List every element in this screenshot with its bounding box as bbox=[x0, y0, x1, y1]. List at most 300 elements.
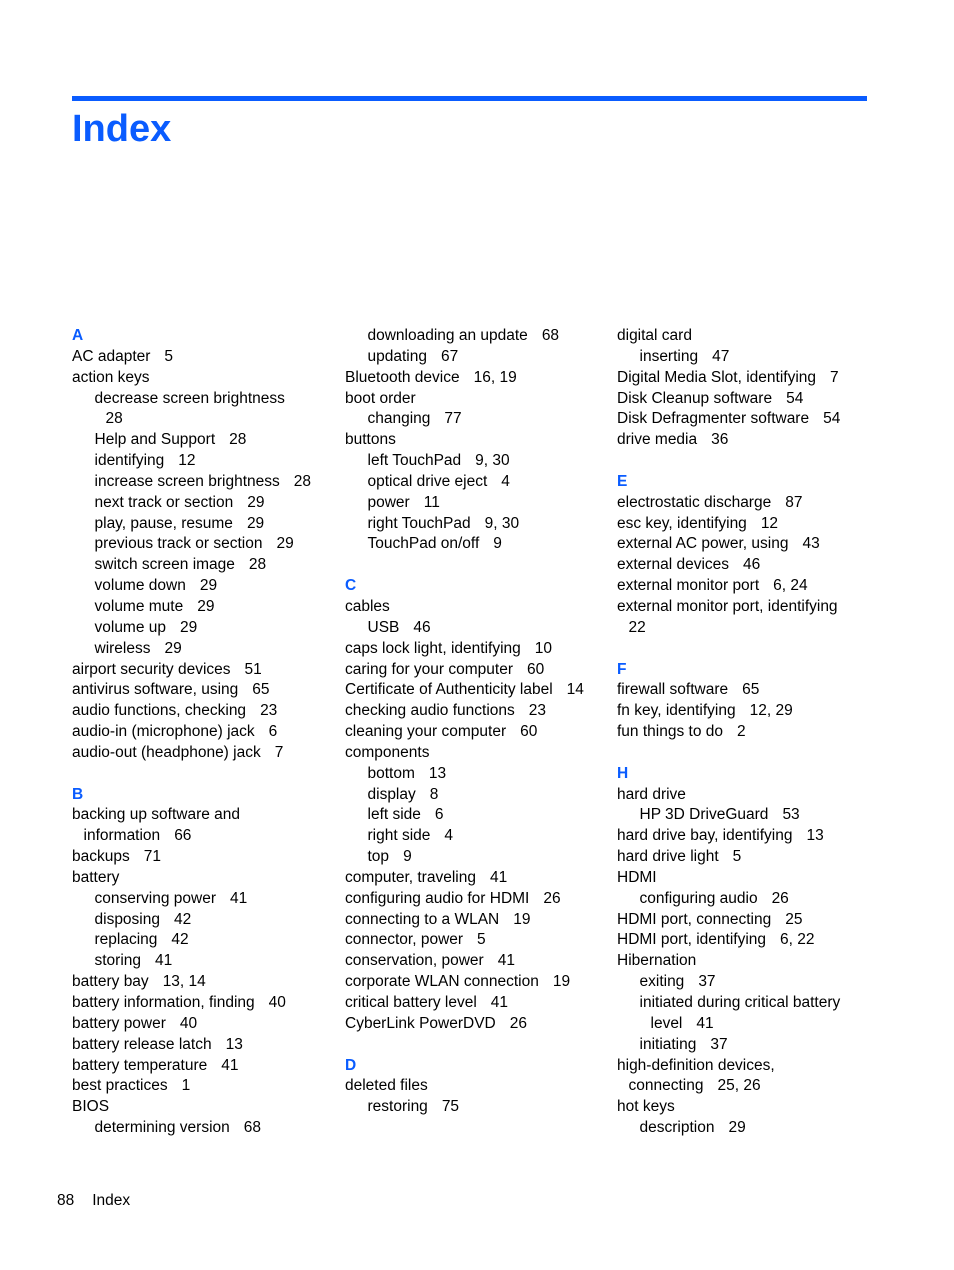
index-page-ref: 8 bbox=[429, 785, 439, 803]
index-page-ref: 26 bbox=[509, 1014, 527, 1032]
index-subentry bbox=[617, 347, 877, 368]
index-entry bbox=[617, 826, 877, 847]
index-entry bbox=[345, 639, 605, 660]
index-entry bbox=[617, 534, 877, 555]
index-term: hot keys bbox=[617, 1098, 675, 1116]
index-term: determining version bbox=[94, 1119, 230, 1137]
index-term: left side bbox=[367, 806, 421, 824]
index-entry bbox=[345, 701, 605, 722]
index-term: audio functions, checking bbox=[72, 702, 247, 720]
section-gap bbox=[617, 451, 877, 472]
index-page-ref: 75 bbox=[441, 1098, 460, 1116]
index-page-ref: 42 bbox=[171, 931, 189, 949]
index-term: connecting bbox=[628, 1077, 704, 1095]
index-letter-heading: F bbox=[617, 660, 627, 678]
section-gap bbox=[345, 555, 605, 576]
index-term: corporate WLAN connection bbox=[345, 973, 539, 991]
index-page-ref: 29 bbox=[246, 514, 265, 532]
index-page-ref: 19 bbox=[513, 910, 531, 928]
index-subentry bbox=[72, 472, 332, 493]
index-term: action keys bbox=[72, 368, 150, 386]
index-page-ref: 29 bbox=[197, 597, 215, 615]
index-term: level bbox=[650, 1014, 683, 1032]
index-term: hard drive light bbox=[617, 848, 719, 866]
index-subentry bbox=[72, 389, 332, 410]
index-subentry bbox=[345, 618, 605, 639]
index-subentry bbox=[72, 534, 332, 555]
index-entry bbox=[617, 430, 877, 451]
index-letter-heading: D bbox=[345, 1056, 357, 1074]
index-term: configuring audio bbox=[639, 889, 758, 907]
index-entry bbox=[617, 1076, 877, 1097]
index-page-ref: 16, 19 bbox=[473, 368, 517, 386]
index-page-ref: 22 bbox=[628, 618, 646, 636]
index-term: TouchPad on/off bbox=[367, 535, 480, 553]
index-entry bbox=[72, 743, 332, 764]
index-term: fn key, identifying bbox=[617, 702, 736, 720]
index-page-ref: 13 bbox=[225, 1035, 243, 1053]
index-entry bbox=[72, 847, 332, 868]
index-term: replacing bbox=[94, 931, 158, 949]
index-entry bbox=[345, 993, 605, 1014]
index-page-ref: 47 bbox=[712, 347, 730, 365]
index-page-ref: 12 bbox=[178, 452, 196, 470]
index-page-ref: 37 bbox=[698, 973, 716, 991]
index-subentry bbox=[72, 493, 332, 514]
index-page-ref: 68 bbox=[243, 1119, 262, 1137]
index-term: increase screen brightness bbox=[94, 472, 280, 490]
index-subentry bbox=[345, 493, 605, 514]
index-term: caps lock light, identifying bbox=[345, 639, 521, 657]
index-term: deleted files bbox=[345, 1077, 428, 1095]
index-entry bbox=[345, 930, 605, 951]
index-entry bbox=[72, 972, 332, 993]
index-entry bbox=[617, 847, 877, 868]
index-page-ref: 13 bbox=[806, 827, 824, 845]
index-term: hard drive bbox=[617, 785, 686, 803]
index-page-ref: 65 bbox=[252, 681, 270, 699]
index-entry bbox=[617, 1056, 877, 1077]
index-term: battery information, finding bbox=[72, 994, 255, 1011]
index-page-ref: 6, 22 bbox=[780, 931, 815, 949]
index-term: battery power bbox=[72, 1014, 166, 1032]
index-page-ref: 5 bbox=[164, 347, 174, 365]
index-term: USB bbox=[367, 618, 400, 636]
index-term: cables bbox=[345, 597, 390, 615]
index-term: conserving power bbox=[94, 889, 216, 907]
index-subentry bbox=[345, 534, 605, 555]
index-term: battery bbox=[72, 868, 120, 886]
index-subentry bbox=[345, 409, 605, 430]
index-page-ref: 36 bbox=[711, 431, 729, 449]
index-page-ref: 12 bbox=[760, 514, 779, 532]
index-entry bbox=[72, 368, 332, 389]
index-page-ref: 23 bbox=[528, 702, 547, 720]
index-term: digital card bbox=[617, 327, 692, 344]
index-page-ref: 29 bbox=[199, 577, 218, 595]
index-entry bbox=[617, 597, 877, 618]
index-entry bbox=[72, 805, 332, 826]
index-subentry bbox=[345, 451, 605, 472]
index-column-1 bbox=[72, 326, 332, 1139]
index-entry bbox=[617, 326, 877, 347]
index-subentry bbox=[72, 514, 332, 535]
index-entry bbox=[617, 409, 877, 430]
index-entry bbox=[72, 1014, 332, 1035]
index-column-2 bbox=[345, 326, 605, 1118]
index-entry bbox=[617, 618, 877, 639]
index-page-ref: 9, 30 bbox=[484, 514, 520, 532]
section-gap bbox=[345, 1035, 605, 1056]
index-page-ref: 1 bbox=[181, 1077, 191, 1095]
index-entry bbox=[72, 660, 332, 681]
index-page-ref: 42 bbox=[174, 910, 192, 928]
index-term: backups bbox=[72, 848, 130, 866]
index-term: configuring audio for HDMI bbox=[345, 889, 530, 907]
index-term: fun things to do bbox=[617, 723, 723, 741]
index-term: backing up software and bbox=[72, 806, 241, 824]
index-term: power bbox=[367, 493, 410, 511]
index-term: play, pause, resume bbox=[94, 514, 233, 532]
index-subentry bbox=[345, 764, 605, 785]
index-subentry bbox=[617, 889, 877, 910]
section-gap bbox=[617, 639, 877, 660]
index-term: audio-in (microphone) jack bbox=[72, 723, 255, 741]
index-subentry bbox=[72, 1118, 332, 1139]
index-page-ref: 41 bbox=[155, 952, 173, 970]
index-term: display bbox=[367, 785, 416, 803]
index-page-ref: 13 bbox=[428, 764, 447, 782]
section-gap bbox=[72, 764, 332, 785]
index-term: previous track or section bbox=[94, 535, 263, 553]
index-subentry bbox=[617, 993, 877, 1014]
index-term: airport security devices bbox=[72, 660, 231, 678]
index-entry bbox=[345, 597, 605, 618]
section-gap bbox=[617, 743, 877, 764]
index-page-ref: 6 bbox=[268, 723, 278, 741]
footer-label: Index bbox=[92, 1192, 131, 1209]
index-entry bbox=[617, 785, 877, 806]
index-term: restoring bbox=[367, 1098, 428, 1116]
index-page-ref: 41 bbox=[229, 889, 248, 907]
index-page-ref: 28 bbox=[105, 410, 123, 428]
index-entry bbox=[617, 701, 877, 722]
index-page-ref: 25 bbox=[785, 910, 803, 928]
index-term: cleaning your computer bbox=[345, 723, 507, 741]
index-term: external devices bbox=[617, 556, 730, 574]
index-term: disposing bbox=[94, 910, 160, 928]
index-subentry bbox=[345, 514, 605, 535]
index-page-ref: 26 bbox=[771, 889, 789, 907]
index-term: top bbox=[367, 848, 390, 866]
index-term: connector, power bbox=[345, 931, 464, 949]
index-entry bbox=[617, 493, 877, 514]
index-term: BIOS bbox=[72, 1098, 110, 1116]
index-page-ref: 66 bbox=[174, 827, 192, 845]
index-term: volume down bbox=[94, 577, 186, 595]
index-term: bottom bbox=[367, 764, 415, 782]
index-subentry bbox=[72, 555, 332, 576]
index-subentry bbox=[72, 430, 332, 451]
index-page-ref: 67 bbox=[440, 347, 459, 365]
index-term: initiated during critical battery bbox=[639, 994, 841, 1011]
index-page-ref: 54 bbox=[786, 389, 804, 407]
index-subentry bbox=[72, 910, 332, 931]
index-term: best practices bbox=[72, 1077, 168, 1095]
index-page-ref: 41 bbox=[497, 952, 515, 970]
index-subentry bbox=[345, 347, 605, 368]
index-page-ref: 40 bbox=[268, 994, 286, 1011]
index-page-ref: 6 bbox=[434, 806, 444, 824]
index-page-ref: 54 bbox=[823, 410, 841, 428]
index-subentry bbox=[72, 597, 332, 618]
index-term: antivirus software, using bbox=[72, 681, 239, 699]
index-term: computer, traveling bbox=[345, 868, 476, 886]
index-term: information bbox=[83, 827, 161, 845]
index-page-ref: 29 bbox=[164, 639, 182, 657]
index-page-ref: 65 bbox=[742, 681, 760, 699]
index-page-ref: 71 bbox=[143, 848, 161, 866]
index-subentry bbox=[345, 805, 605, 826]
index-term: description bbox=[639, 1119, 715, 1137]
index-column-3 bbox=[617, 326, 877, 1139]
index-term: external AC power, using bbox=[617, 535, 789, 553]
index-subentry bbox=[72, 951, 332, 972]
index-page-ref: 25, 26 bbox=[717, 1077, 761, 1095]
index-term: switch screen image bbox=[94, 556, 235, 574]
index-term: HDMI port, identifying bbox=[617, 931, 767, 949]
index-term: battery release latch bbox=[72, 1035, 212, 1053]
index-letter-heading: E bbox=[617, 472, 628, 490]
index-subentry bbox=[72, 930, 332, 951]
page-footer bbox=[57, 1191, 130, 1211]
index-page-ref: 37 bbox=[710, 1035, 728, 1053]
index-subentry bbox=[345, 785, 605, 806]
index-page-ref: 53 bbox=[782, 806, 800, 824]
index-page-ref: 51 bbox=[244, 660, 262, 678]
index-term: boot order bbox=[345, 389, 416, 407]
index-entry bbox=[345, 660, 605, 681]
index-page-ref: 5 bbox=[732, 848, 742, 866]
index-entry bbox=[345, 951, 605, 972]
header-rule bbox=[72, 96, 867, 101]
index-entry bbox=[345, 722, 605, 743]
index-entry bbox=[72, 1097, 332, 1118]
index-entry bbox=[345, 972, 605, 993]
index-term: inserting bbox=[639, 347, 699, 365]
index-term: esc key, identifying bbox=[617, 514, 747, 532]
index-term: right side bbox=[367, 827, 431, 845]
index-page-ref: 29 bbox=[180, 618, 198, 636]
index-page-ref: 60 bbox=[527, 660, 545, 678]
index-letter-heading: A bbox=[72, 327, 84, 344]
index-subentry bbox=[345, 472, 605, 493]
index-term: right TouchPad bbox=[367, 514, 471, 532]
index-entry bbox=[345, 889, 605, 910]
index-subentry bbox=[345, 1097, 605, 1118]
index-page-ref: 9, 30 bbox=[475, 452, 510, 470]
index-entry bbox=[617, 514, 877, 535]
index-subentry bbox=[72, 576, 332, 597]
index-term: HP 3D DriveGuard bbox=[639, 806, 769, 824]
index-page-ref: 12, 29 bbox=[749, 702, 793, 720]
index-entry bbox=[617, 722, 877, 743]
index-entry bbox=[345, 389, 605, 410]
index-page-ref: 7 bbox=[274, 743, 284, 761]
index-term: Disk Cleanup software bbox=[617, 389, 773, 407]
index-page-ref: 43 bbox=[802, 535, 820, 553]
index-page-ref: 41 bbox=[221, 1056, 239, 1074]
index-term: caring for your computer bbox=[345, 660, 513, 678]
index-term: components bbox=[345, 743, 430, 761]
index-page-ref: 40 bbox=[179, 1014, 198, 1032]
index-term: drive media bbox=[617, 431, 698, 449]
index-subentry bbox=[617, 1035, 877, 1056]
index-term: left TouchPad bbox=[367, 452, 462, 470]
index-subentry bbox=[345, 847, 605, 868]
index-subentry bbox=[72, 618, 332, 639]
index-term: audio-out (headphone) jack bbox=[72, 743, 261, 761]
index-term: buttons bbox=[345, 431, 396, 449]
index-entry bbox=[617, 368, 877, 389]
index-page-ref: 28 bbox=[229, 431, 247, 449]
index-term: storing bbox=[94, 952, 142, 970]
index-page-ref: 5 bbox=[477, 931, 486, 949]
index-page-ref: 26 bbox=[543, 889, 561, 907]
index-page-ref: 46 bbox=[413, 618, 431, 636]
index-entry bbox=[72, 1056, 332, 1077]
index-term: checking audio functions bbox=[345, 702, 515, 720]
index-term: initiating bbox=[639, 1035, 697, 1053]
index-subentry bbox=[72, 451, 332, 472]
index-term: downloading an update bbox=[367, 327, 528, 344]
index-entry bbox=[617, 389, 877, 410]
index-page-ref: 29 bbox=[276, 535, 294, 553]
index-page-ref: 2 bbox=[737, 723, 746, 741]
index-entry bbox=[617, 1097, 877, 1118]
index-term: Help and Support bbox=[94, 431, 216, 449]
index-page-ref: 14 bbox=[566, 681, 584, 699]
index-term: external monitor port bbox=[617, 577, 760, 595]
index-subentry bbox=[72, 889, 332, 910]
index-entry bbox=[72, 826, 332, 847]
index-entry bbox=[72, 722, 332, 743]
index-subentry bbox=[345, 826, 605, 847]
index-letter-heading: B bbox=[72, 785, 84, 803]
index-page-ref: 23 bbox=[260, 702, 278, 720]
index-term: Digital Media Slot, identifying bbox=[617, 368, 817, 386]
index-entry bbox=[617, 910, 877, 931]
index-entry bbox=[345, 868, 605, 889]
index-page-ref: 28 bbox=[293, 472, 311, 490]
index-term: Certificate of Authenticity label bbox=[345, 681, 553, 699]
index-term: identifying bbox=[94, 452, 165, 470]
index-term: high-definition devices, bbox=[617, 1056, 775, 1074]
index-term: decrease screen brightness bbox=[94, 389, 285, 407]
index-term: wireless bbox=[94, 639, 151, 657]
index-page-ref: 29 bbox=[728, 1119, 746, 1137]
index-page-ref: 10 bbox=[534, 639, 553, 657]
index-term: electrostatic discharge bbox=[617, 493, 772, 511]
index-term: battery bay bbox=[72, 973, 149, 991]
index-page-ref: 13, 14 bbox=[162, 973, 206, 991]
index-page-ref: 60 bbox=[520, 723, 538, 741]
index-subentry bbox=[617, 1014, 877, 1035]
index-entry bbox=[72, 347, 332, 368]
index-page-ref: 68 bbox=[541, 327, 560, 344]
index-subentry bbox=[617, 805, 877, 826]
index-term: HDMI bbox=[617, 868, 657, 886]
index-subentry bbox=[72, 409, 332, 430]
index-term: Bluetooth device bbox=[345, 368, 460, 386]
index-page-ref: 41 bbox=[696, 1014, 714, 1032]
index-subentry bbox=[617, 972, 877, 993]
index-page-ref: 4 bbox=[501, 472, 510, 490]
index-entry bbox=[72, 868, 332, 889]
index-page-ref: 77 bbox=[444, 410, 462, 428]
index-term: AC adapter bbox=[72, 347, 151, 365]
index-entry bbox=[72, 1076, 332, 1097]
index-term: Disk Defragmenter software bbox=[617, 410, 810, 428]
index-term: hard drive bay, identifying bbox=[617, 827, 793, 845]
index-term: CyberLink PowerDVD bbox=[345, 1014, 496, 1032]
index-page-ref: 87 bbox=[785, 493, 803, 511]
index-term: exiting bbox=[639, 973, 685, 991]
index-page-ref: 28 bbox=[248, 556, 267, 574]
index-entry bbox=[345, 430, 605, 451]
index-entry bbox=[345, 368, 605, 389]
index-entry bbox=[345, 1014, 605, 1035]
index-page-ref: 41 bbox=[489, 868, 508, 886]
index-page-ref: 11 bbox=[423, 493, 440, 511]
index-term: volume mute bbox=[94, 597, 184, 615]
index-entry bbox=[345, 680, 605, 701]
index-page-ref: 6, 24 bbox=[773, 577, 808, 595]
index-entry bbox=[617, 576, 877, 597]
index-entry bbox=[72, 680, 332, 701]
index-page-ref: 41 bbox=[490, 994, 509, 1011]
index-term: battery temperature bbox=[72, 1056, 208, 1074]
index-page-ref: 9 bbox=[493, 535, 502, 553]
index-entry bbox=[72, 993, 332, 1014]
index-term: updating bbox=[367, 347, 427, 365]
index-entry bbox=[617, 555, 877, 576]
index-term: volume up bbox=[94, 618, 167, 636]
index-term: firewall software bbox=[617, 681, 729, 699]
index-entry bbox=[72, 1035, 332, 1056]
index-entry bbox=[617, 930, 877, 951]
index-entry bbox=[345, 1076, 605, 1097]
index-page-ref: 46 bbox=[743, 556, 761, 574]
index-term: critical battery level bbox=[345, 994, 477, 1011]
index-entry bbox=[617, 951, 877, 972]
index-letter-heading: H bbox=[617, 764, 629, 782]
index-letter-heading: C bbox=[345, 577, 357, 595]
index-page-ref: 7 bbox=[830, 368, 839, 386]
index-term: Hibernation bbox=[617, 952, 697, 970]
index-subentry bbox=[617, 1118, 877, 1139]
index-term: next track or section bbox=[94, 493, 234, 511]
page-title: Index bbox=[72, 108, 172, 150]
index-term: external monitor port, identifying bbox=[617, 597, 838, 615]
index-term: optical drive eject bbox=[367, 472, 488, 490]
index-term: conservation, power bbox=[345, 952, 484, 970]
index-term: connecting to a WLAN bbox=[345, 910, 500, 928]
index-page-ref: 29 bbox=[247, 493, 265, 511]
index-page-ref: 19 bbox=[552, 973, 571, 991]
index-entry bbox=[345, 910, 605, 931]
index-term: HDMI port, connecting bbox=[617, 910, 772, 928]
